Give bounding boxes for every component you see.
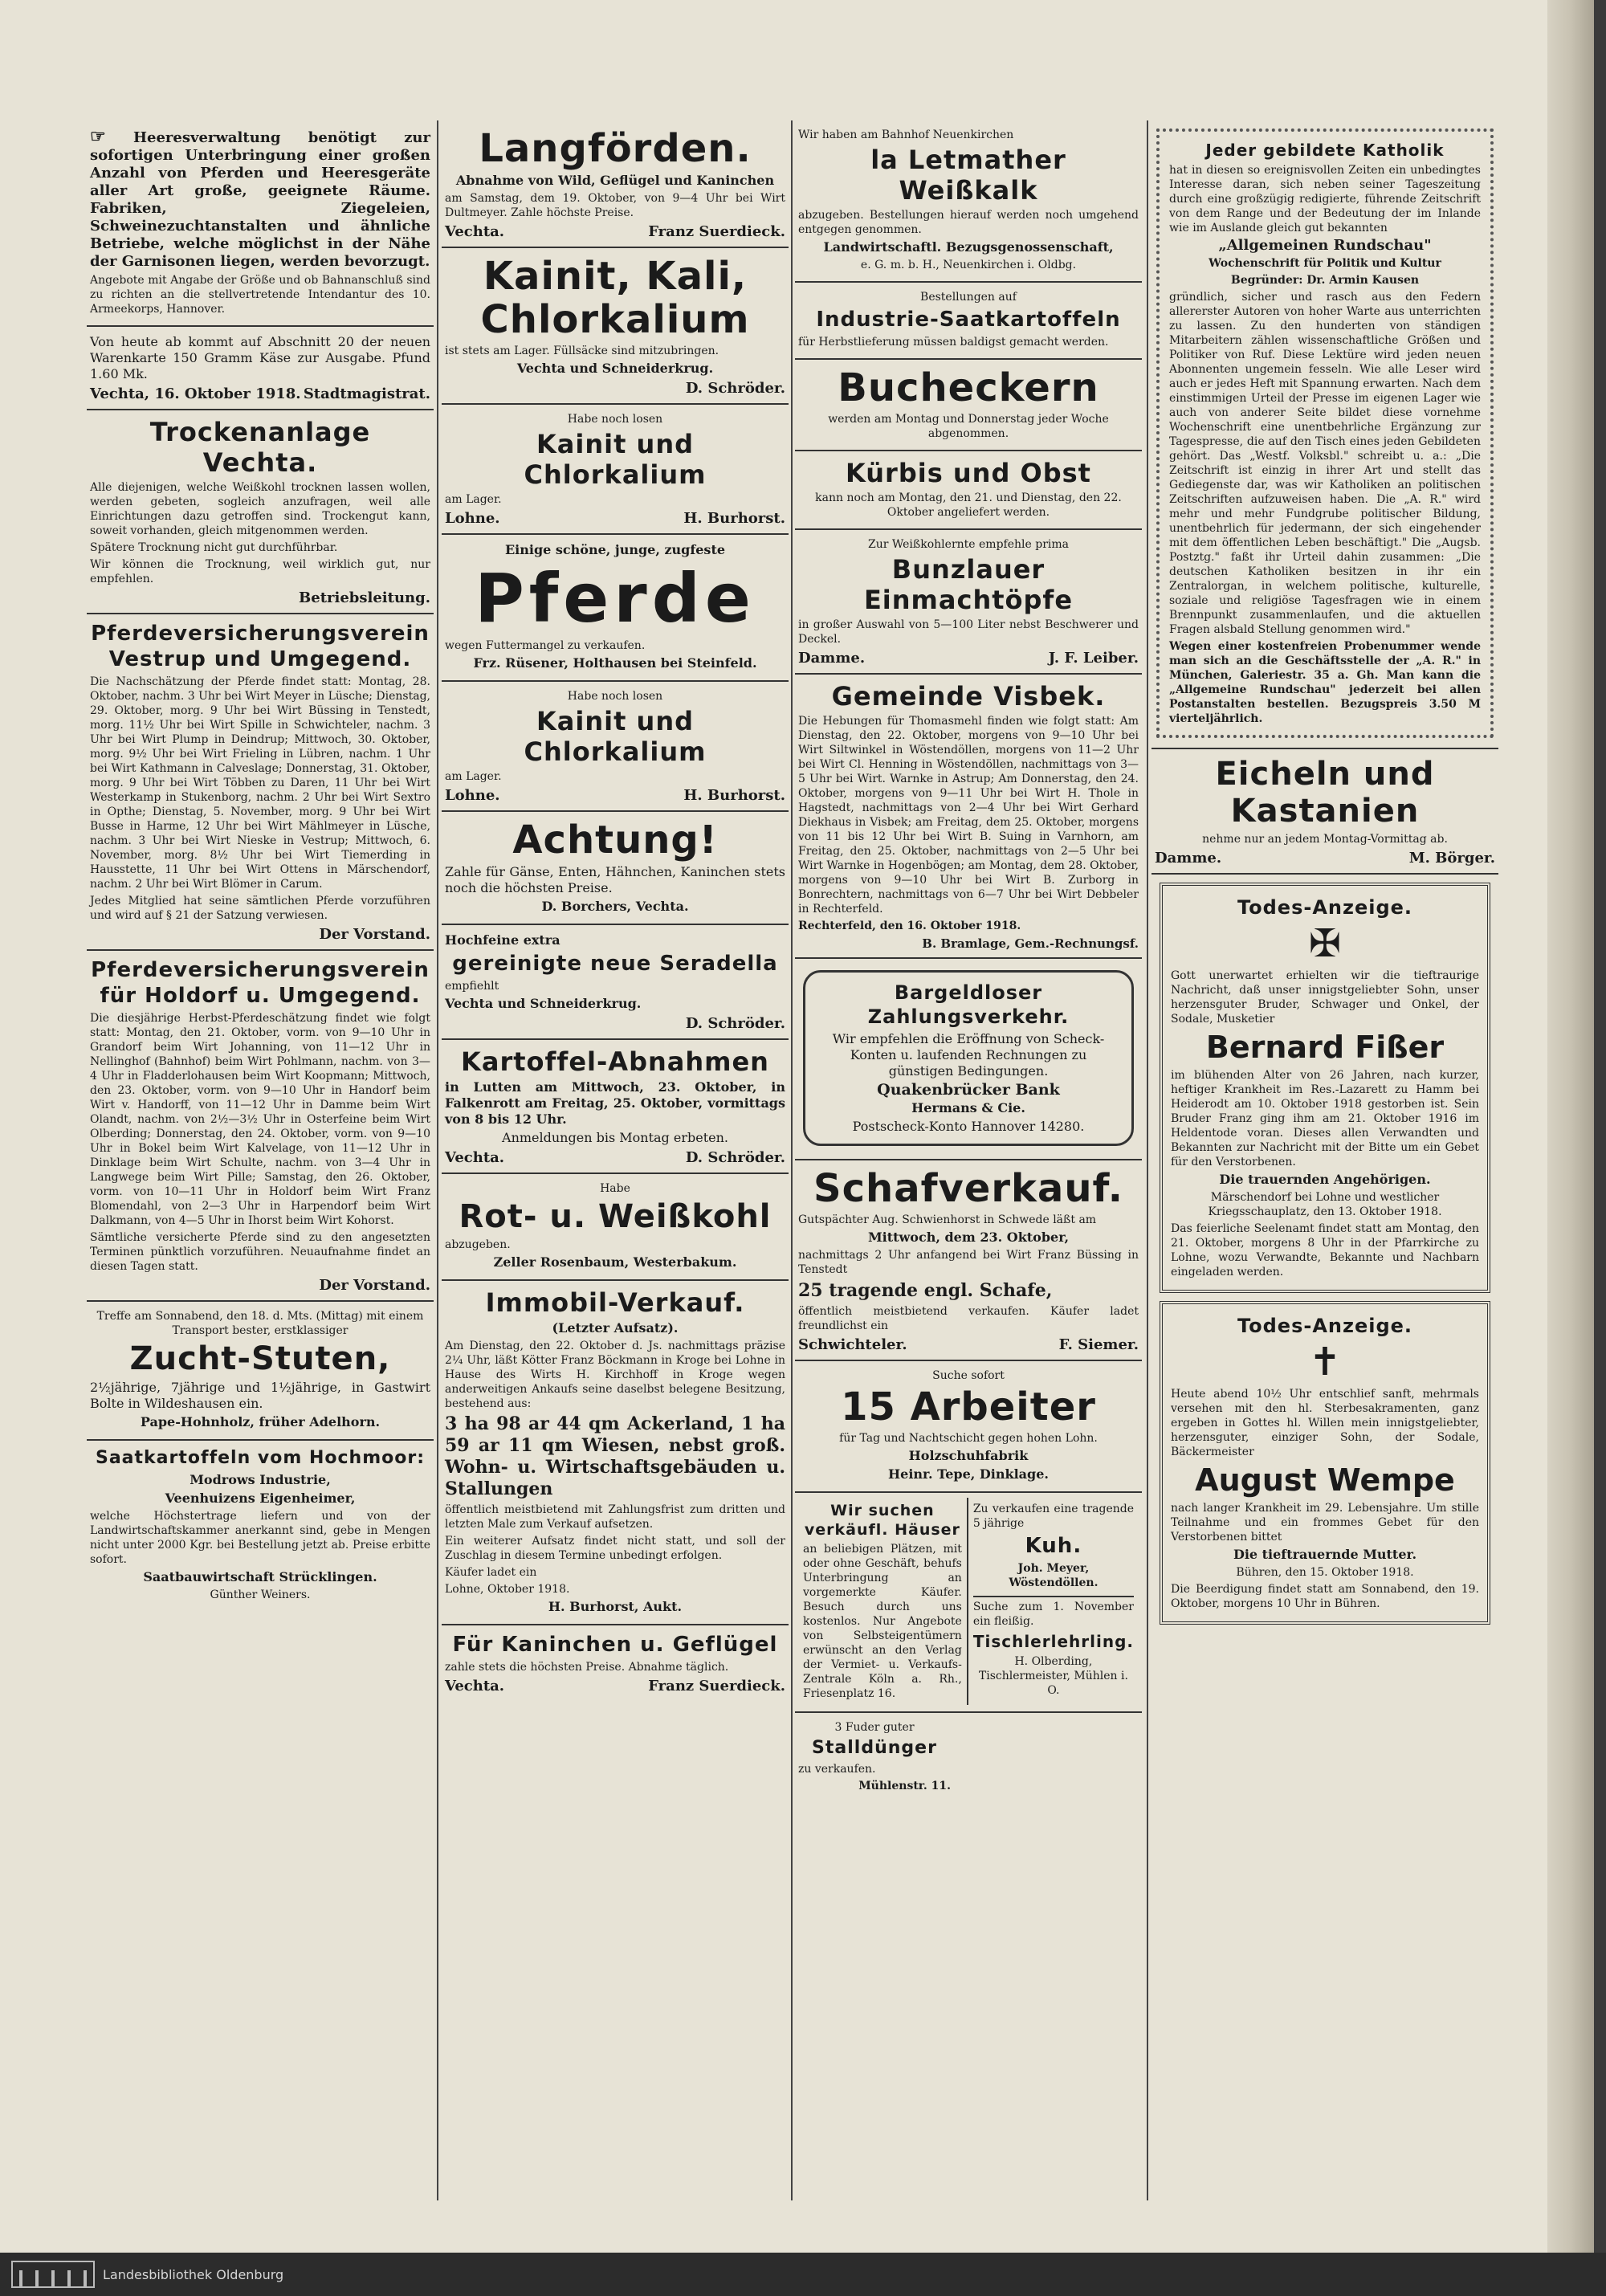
ad-signature: Der Vorstand. xyxy=(319,926,430,943)
ad-text: Wegen einer kostenfreien Probenummer wende man sich an die Geschäftsstelle der „A. R." in München, Galeriestr. 35 a. Gh. Man kann die „Allgemeine Rundschau" jederzeit bei allen Postanstalten bestellen. Bezugspreis 3.50 M vierteljährlich. xyxy=(1169,640,1481,725)
ad-pferde xyxy=(442,535,789,682)
ad-signature: Betriebsleitung. xyxy=(299,589,430,606)
ad-row-small xyxy=(795,1493,1142,1713)
ad-signature: Der Vorstand. xyxy=(319,1277,430,1294)
ad-eicheln-kastanien xyxy=(1152,749,1498,875)
column-rule xyxy=(1147,120,1148,2200)
ad-place: Vechta. xyxy=(445,1678,505,1694)
ad-text: für Herbstlieferung müssen baldigst gemacht werden. xyxy=(798,336,1109,349)
ad-text: gründlich, sicher und rasch aus den Federn allererster Autoren von hoher Warte aus unterrichten zu lassen. Zu den hunderten von ständigen Mitarbeitern zählen wissenschaftliche Größen und Politiker von Ruf. Diese Lektüre wird jeden neuen Abonnenten ungemein fesseln. Wie alle Leser wird auch er jedes Heft mit Spannung erwarten. Nach dem einstimmigen Urteil der Presse im eigenen Lager wie auch von anderer Seite bildet diese vornehme Wochenschrift eine unentbehrliche Ergänzung zur Tagespresse, die auf den Tisch eines jeden Gebildeten gehört. Das „Westf. Volksbl." schreibt u. a.: „Die Zeitschrift ist einzig in ihrer Art und stellt das Gediegenste dar, was wir Katholiken an politischen Zeitschriften aufzuweisen haben. Die „A. R." wird mehr und mehr Fundgrube politischer Bildung, unentbehrlich für jedermann, der sich eingehender mit dem öffentlichen Leben beschäftigt." Die „Augsb. Postztg." faßt ihr Urteil dahin zusammen: „Die deutschen Katholiken besitzen in ihr ein Zentralorgan, in welchem politische, kulturelle, soziale und religiöse Tagesfragen wie in einem Brennpunkt zusammenlaufen, und die aktuellen Fragen alsbald Stellung genommen wird." xyxy=(1169,291,1481,636)
ad-date: Mittwoch, dem 23. Oktober, xyxy=(867,1230,1070,1245)
ad-family: Die tieftrauernde Mutter. xyxy=(1233,1547,1417,1562)
ad-text: Die Beerdigung findet statt am Sonnabend, den 19. Oktober, morgens 10 Uhr in Bühren. xyxy=(1171,1583,1479,1610)
death-notice-fisser xyxy=(1160,883,1490,1293)
postscheck-account: Postscheck-Konto Hannover 14280. xyxy=(852,1119,1085,1134)
ad-kuerbis-obst xyxy=(795,451,1142,530)
ad-signature: H. Olberding, Tischlermeister, Mühlen i. O. xyxy=(978,1655,1128,1697)
ad-einmachtoepfe xyxy=(795,530,1142,675)
magazine-name: „Allgemeinen Rundschau" xyxy=(1218,237,1432,254)
ad-kaese xyxy=(87,327,434,410)
ad-title: Gemeinde Visbek. xyxy=(831,681,1106,712)
ad-text: ist stets am Lager. Füllsäcke sind mitzubringen. xyxy=(445,345,719,357)
ad-title: Bunzlauer Einmachtöpfe xyxy=(863,554,1074,615)
ad-pferdeversicherung-vestrup xyxy=(87,614,434,951)
death-notice-wempe xyxy=(1160,1301,1490,1625)
ad-signature-2: Günther Weiners. xyxy=(210,1588,311,1601)
ad-text: im blühenden Alter von 26 Jahren, nach kurzer, heftiger Krankheit im Res.-Lazarett zu Hamm bei Heiderodt am 10. Oktober 1918 gestorben ist. Sein Bruder Franz ging ihm am 21. Oktober 1916 im Heldentode voran. Dieses allen Verwandten und Bekannten zur Nachricht mit der Bitte um ein Gebet für den Verstorbenen. xyxy=(1171,1069,1479,1168)
column-4 xyxy=(1152,120,1498,2200)
ad-place: Lohne, Oktober 1918. xyxy=(445,1583,570,1596)
ad-kainit-chlorkalium-2 xyxy=(442,682,789,812)
ad-title: Kainit und Chlorkalium xyxy=(524,706,707,767)
ad-signature: Pape-Hohnholz, früher Adelhorn. xyxy=(140,1414,381,1429)
ad-place: Vechta. xyxy=(445,1149,505,1166)
ad-gemeinde-visbek xyxy=(795,675,1142,959)
ad-title: Langförden. xyxy=(479,126,752,171)
ad-title: Schafverkauf. xyxy=(813,1166,1123,1211)
ad-sub: Landwirtschaftl. Bezugsgenossenschaft, xyxy=(823,239,1114,255)
ad-pre: Treffe am Sonnabend, den 18. d. Mts. (Mittag) mit einem Transport bester, erstklassiger xyxy=(96,1310,424,1337)
ad-sub: Veenhuizens Eigenheimer, xyxy=(165,1491,356,1506)
ad-title: gereinigte neue Seradella xyxy=(452,952,778,976)
magazine-founder: Begründer: Dr. Armin Kausen xyxy=(1230,274,1420,287)
ad-title: Jeder gebildete Katholik xyxy=(1205,141,1445,160)
ad-text: zu verkaufen. xyxy=(798,1763,876,1776)
ad-schafverkauf xyxy=(795,1160,1142,1361)
ad-text: öffentlich meistbietend verkaufen. Käufer ladet freundlichst ein xyxy=(798,1305,1139,1332)
ad-text: für Tag und Nachtschicht gegen hohen Lohn. xyxy=(839,1432,1098,1445)
column-2 xyxy=(442,120,789,2200)
ad-signature: D. Schröder. xyxy=(685,380,785,397)
ad-place: Rechterfeld, den 16. Oktober 1918. xyxy=(798,920,1021,932)
ad-signature: Frz. Rüsener, Holthausen bei Steinfeld. xyxy=(473,655,757,671)
ad-signature: J. F. Leiber. xyxy=(1048,650,1139,667)
ad-place: Märschendorf bei Lohne und westlicher Kriegsschauplatz, den 13. Oktober 1918. xyxy=(1208,1191,1442,1218)
ad-text: am Lager. xyxy=(445,770,502,783)
ad-kaninchen-gefluegel xyxy=(442,1625,789,1701)
ad-family: Die trauernden Angehörigen. xyxy=(1219,1172,1431,1187)
ad-title: Für Kaninchen u. Geflügel xyxy=(452,1633,778,1657)
column-3 xyxy=(795,120,1142,2200)
ad-title: Bucheckern xyxy=(838,365,1099,410)
ad-signature: Zeller Rosenbaum, Westerbakum. xyxy=(493,1254,737,1270)
ad-text: Das feierliche Seelenamt findet statt am Montag, den 21. Oktober, morgens 8 Uhr in der Pfarrkirche zu Lohne, wozu Verwandte, Bekannte und Nachbarn eingeladen werden. xyxy=(1171,1222,1479,1279)
pointing-hand-icon: ☞ xyxy=(90,126,106,147)
ad-title: Kürbis und Obst xyxy=(846,458,1091,488)
column-1 xyxy=(87,120,434,2200)
column-rule xyxy=(791,120,793,2200)
deceased-name: Bernard Fißer xyxy=(1205,1030,1445,1065)
ad-text: Die Hebungen für Thomasmehl finden wie folgt statt: Am Dienstag, den 22. Oktober, morgens von 9—10 Uhr bei Wirt Siltwinkel in Wöstendöllen, morgens von 11—2 Uhr bei Wirt Cl. Henning in Wöstendöllen, nachmittags von 3—5 Uhr bei Wirt. Warnke in Astrup; Am Donnerstag, den 24. Oktober, morgens von 9—11 Uhr bei Wirt H. Thole in Hagstedt, nachmittags von 2—4 Uhr bei Wirt Gerhard Diekhaus in Visbek; am Freitag, dem 25. Oktober, morgens von 11 bis 12 Uhr bei Wirt B. Suing in Varnhorn, am Freitag, den 25. Oktober, nachmittags von 2—5 Uhr bei Wirt Warnke in Hogenbögen; am Montag, dem 28. Oktober, morgens von 9—10 Uhr bei Wirt B. Zurborg in Bonrechtern, nachmittags von 6—7 Uhr bei Wirt Debbeler in Rechterfeld. xyxy=(798,715,1139,916)
ad-title: Trockenanlage Vechta. xyxy=(149,417,371,478)
ad-saatkartoffeln xyxy=(87,1441,434,1611)
ad-text: Gott unerwartet erhielten wir die tieftraurige Nachricht, daß unser innigstgeliebter Sohn, unser herzensguter Bruder, Schwager und Onkel, der Sodale, Musketier xyxy=(1171,969,1479,1026)
ad-achtung xyxy=(442,812,789,925)
ad-sub: Holzschuhfabrik xyxy=(908,1448,1029,1463)
ad-title: Pferdeversicherungsverein Vestrup und Umgegend. xyxy=(91,622,430,671)
ad-text: werden am Montag und Donnerstag jeder Woche abgenommen. xyxy=(828,413,1109,440)
ad-title: la Letmather Weißkalk xyxy=(870,145,1066,206)
ad-text: Von heute ab kommt auf Abschnitt 20 der neuen Warenkarte 150 Gramm Käse zur Ausgabe. Pfund 1.60 Mk. xyxy=(90,334,430,381)
ad-text: Gutspächter Aug. Schwienhorst in Schwede läßt am xyxy=(798,1213,1097,1226)
ad-sub: Abnahme von Wild, Geflügel und Kaninchen xyxy=(455,173,775,188)
ad-signature: Franz Suerdieck. xyxy=(648,1678,785,1694)
ad-title: Bargeldloser Zahlungsverkehr. xyxy=(867,981,1070,1028)
ad-langfoerden xyxy=(442,120,789,248)
ad-signature: F. Siemer. xyxy=(1058,1336,1139,1353)
ad-sub: Modrows Industrie, xyxy=(190,1472,331,1487)
ad-text: Spätere Trocknung nicht gut durchführbar. xyxy=(90,541,338,554)
ad-sub: (Letzter Aufsatz). xyxy=(552,1320,679,1336)
ad-pre: Zur Weißkohlernte empfehle prima xyxy=(868,538,1069,551)
ad-text: abzugeben. xyxy=(445,1238,511,1251)
ad-title: Immobil-Verkauf. xyxy=(485,1287,745,1318)
ad-text: Wir können die Trocknung, weil wirklich gut, nur empfehlen. xyxy=(90,558,430,585)
ad-place: Schwichteler. xyxy=(798,1336,907,1353)
ad-title: Stalldünger xyxy=(812,1738,937,1758)
bank-name-2: Hermans & Cie. xyxy=(911,1100,1025,1115)
ad-haeuser xyxy=(798,1498,967,1705)
ad-text: an beliebigen Plätzen, mit oder ohne Geschäft, behufs Unterbringung an vorgemerkte Käufer. Besuch durch uns kostenlos. Nur Angebote von Selbsteigentümern erwünscht an den Verlag der Vermiet- u. Verkaufs-Zentrale Köln a. Rh., Friesenplatz 16. xyxy=(803,1543,962,1700)
ad-text: Wir empfehlen die Eröffnung von Scheck-Konten u. laufenden Rechnungen zu günstigen Bedingungen. xyxy=(832,1031,1105,1079)
ad-text: öffentlich meistbietend mit Zahlungsfrist zum dritten und letzten Male zum Verkauf aufsetzen. xyxy=(445,1503,785,1531)
ad-text: Heute abend 10½ Uhr entschlief sanft, mehrmals versehen mit den hl. Sterbesakramenten, ganz ergeben in Gottes hl. Willen mein innigstgeliebter, herzensguter, einziger Sohn, der Sodale, Bäckermeister xyxy=(1171,1388,1479,1458)
iron-cross-icon: ✠ xyxy=(1308,921,1342,966)
ad-text: Sämtliche versicherte Pferde sind zu den angesetzten Terminen pünktlich vorzuführen. Neuaufnahme findet an diesen Tagen statt. xyxy=(90,1231,430,1273)
ad-text: Zahle für Gänse, Enten, Hähnchen, Kaninchen stets noch die höchsten Preise. xyxy=(445,864,785,895)
ad-text: nachmittags 2 Uhr anfangend bei Wirt Franz Büssing in Tenstedt xyxy=(798,1249,1139,1276)
ad-place: Damme. xyxy=(798,650,866,667)
ad-text: 2½jährige, 7jährige und 1½jährige, in Gastwirt Bolte in Wildeshausen ein. xyxy=(90,1380,430,1411)
ad-text: am Samstag, dem 19. Oktober, von 9—4 Uhr bei Wirt Dultmeyer. Zahle höchste Preise. xyxy=(445,192,785,219)
ad-title: Kainit und Chlorkalium xyxy=(524,429,707,490)
ad-place: Lohne. xyxy=(445,510,500,527)
ad-kainit-kali xyxy=(442,248,789,405)
ad-pre: Zu verkaufen eine tragende 5 jährige xyxy=(972,1503,1134,1530)
ad-text: Anmeldungen bis Montag erbeten. xyxy=(502,1130,728,1145)
ad-pre: Wir haben am Bahnhof Neuenkirchen xyxy=(798,128,1014,141)
deceased-name: August Wempe xyxy=(1195,1462,1455,1498)
ad-title: Eicheln und Kastanien xyxy=(1215,756,1435,830)
ad-text: Ein weiterer Aufsatz findet nicht statt, und soll der Zuschlag in diesem Termine unbedingt erfolgen. xyxy=(445,1535,785,1562)
ad-title: Zucht-Stuten, xyxy=(129,1340,391,1377)
ad-heeresverwaltung xyxy=(87,120,434,327)
ad-pre: Habe xyxy=(600,1182,630,1195)
ad-text: am Lager. xyxy=(445,493,502,506)
ad-text: kann noch am Montag, den 21. und Dienstag, den 22. Oktober angeliefert werden. xyxy=(815,491,1122,519)
ad-text: wegen Futtermangel zu verkaufen. xyxy=(445,639,646,652)
ad-title: Saatkartoffeln vom Hochmoor: xyxy=(95,1448,425,1468)
bank-name: Quakenbrücker Bank xyxy=(877,1081,1060,1099)
ad-signature: e. G. m. b. H., Neuenkirchen i. Oldbg. xyxy=(860,259,1077,271)
ornamental-frame xyxy=(1156,128,1494,738)
magazine-sub: Wochenschrift für Politik und Kultur xyxy=(1209,257,1441,270)
library-building-icon xyxy=(11,2261,95,2288)
ad-small-text: Angebote mit Angabe der Größe und ob Bahnanschluß sind zu richten an die stellvertretende Intendantur des 10. Armeekorps, Hannover. xyxy=(90,274,430,316)
ad-text: nehme nur an jedem Montag-Vormittag ab. xyxy=(1202,833,1448,846)
column-rule xyxy=(437,120,438,2200)
ad-text: Die Nachschätzung der Pferde findet statt: Montag, 28. Oktober, nachm. 3 Uhr bei Wirt Meyer in Lüsche; Dienstag, 29. Oktober, morg. 9 Uhr bei Wirt Büssing in Tenstedt, morg. 11½ Uhr bei Wirt Spille in Schwichteler, nachm. 3 Uhr bei Wirt Plump in Deindrup; Mittwoch, 30. Oktober, morg. 9½ Uhr bei Wirt Frieling in Lübren, nachm. 1 Uhr bei Wirt Kathmann in Calveslage; Donnerstag, 31. Oktober, morg. 9 Uhr bei Wirt Többen zu Daren, 11 Uhr bei Wirt Westerkamp in Stukenborg, nachm. 2 Uhr bei Wirt Sextro in Opthe; Dienstag, 5. November, morg. 9 Uhr bei Wirt Busse in Harme, 12 Uhr bei Wirt Mählmeyer in Lüsche, nachm. 3 Uhr bei Wirt Nieske in Vestrup; Mittwoch, 6. November, morg. 8½ Uhr bei Wirt Tiemerding in Hausstette, 11 Uhr bei Wirt Ottens in Märschendorf, nachm. 2 Uhr bei Wirt Blömer in Carum. xyxy=(90,675,430,891)
ad-text: nach langer Krankheit im 29. Lebensjahre. Um stille Teilnahme und ein frommes Gebet für den Verstorbenen bittet xyxy=(1171,1502,1479,1544)
ad-sub: Vechta und Schneiderkrug. xyxy=(445,996,642,1011)
ad-big-text: 3 ha 98 ar 44 qm Ackerland, 1 ha 59 ar 11 qm Wiesen, nebst groß. Wohn- u. Wirtschaftsgebäuden u. Stallungen xyxy=(445,1413,785,1499)
ad-sub: Vechta und Schneiderkrug. xyxy=(516,361,714,376)
ad-text: hat in diesen so ereignisvollen Zeiten ein unbedingtes Interesse daran, sich neben seiner Tageszeitung durch eine großzügig redigierte, führende Zeitschrift von dem Range und der Bedeutung der im Inlande wie im Auslande gleich gut bekannten xyxy=(1169,164,1481,234)
ad-seradella xyxy=(442,925,789,1040)
ad-signature: Stadtmagistrat. xyxy=(303,385,430,402)
ad-kuh xyxy=(973,1502,1134,1597)
ad-zucht-stuten xyxy=(87,1302,434,1441)
library-footer xyxy=(0,2253,1606,2296)
ad-title: Pferdeversicherungsverein für Holdorf u. Umgegend. xyxy=(91,958,430,1008)
ad-title: Achtung! xyxy=(512,818,718,863)
ad-signature: B. Bramlage, Gem.-Rechnungsf. xyxy=(922,936,1139,951)
ad-signature: D. Schröder. xyxy=(685,1149,785,1166)
ad-place: Bühren, den 15. Oktober 1918. xyxy=(1236,1566,1414,1579)
ad-big-text: 25 tragende engl. Schafe, xyxy=(798,1280,1053,1301)
ad-pre: 3 Fuder guter xyxy=(834,1721,915,1734)
ad-signature: H. Burhorst. xyxy=(683,787,785,804)
ad-weisskalk xyxy=(795,120,1142,283)
ad-text: Die diesjährige Herbst-Pferdeschätzung findet wie folgt statt: Montag, den 21. Oktober, vorm. von 9—10 Uhr in Grandorf beim Wirt Johanning, von 11—12 Uhr in Nellinghof (Bahnhof) beim Wirt Pohlmann, nachm. von 3—4 Uhr in Fladderlohausen beim Wirt Koopmann; Mittwoch, den 23. Oktober, vorm. von 9—10 Uhr in Handorf beim Wirt v. Handorff, von 11—12 Uhr in Damme beim Wirt Olandt, nachm. von 2½—3½ Uhr in Osterfeine beim Wirt Olberding; Donnerstag, den 24. Oktober, vorm. von 9—10 Uhr in Bokel beim Wirt Kalvelage, von 11—12 Uhr in Dinklage beim Wirt Schulte, nachm. von 3—4 Uhr in Langwege beim Wirt Pille; Samstag, den 26. Oktober, vorm. von 10—11 Uhr in Holdorf beim Wirt Franz Blomendahl, von 2—3 Uhr in Harpendorf beim Wirt Dalkmann, von 4—5 Uhr in Ihorst beim Wirt Kohorst. xyxy=(90,1012,430,1227)
ad-kartoffel-abnahmen xyxy=(442,1040,789,1174)
ad-pre: Habe noch losen xyxy=(567,690,663,703)
ad-text: welche Höchstertrage liefern und von der Landwirtschaftskammer anerkannt sind, gebe in Mengen nicht unter 2000 Kgr. bei Bestellung jetzt ab. Preise erbitte sofort. xyxy=(90,1510,430,1566)
ad-pre: Einige schöne, junge, zugfeste xyxy=(504,542,726,557)
ad-title: 15 Arbeiter xyxy=(841,1385,1096,1429)
ad-kainit-chlorkalium-1 xyxy=(442,405,789,535)
ad-signature: H. Burhorst, Aukt. xyxy=(548,1599,683,1614)
ad-title: Wir suchen verkäufl. Häuser xyxy=(804,1502,960,1539)
ad-rot-weisskohl xyxy=(442,1174,789,1281)
ad-title: Industrie-Saatkartoffeln xyxy=(816,308,1121,332)
ad-text: Am Dienstag, den 22. Oktober d. Js. nachmittags präzise 2¼ Uhr, läßt Kötter Franz Böckmann in Kroge bei Lohne in Hause des Wirts H. Kirchhoff in Kroge wegen anderweitigen Ankaufs seine daselbst belegene Besitzung, bestehend aus: xyxy=(445,1340,785,1410)
ad-place: Damme. xyxy=(1155,850,1222,867)
ad-signature: Joh. Meyer, Wöstendöllen. xyxy=(1009,1562,1099,1589)
ad-title: Pferde xyxy=(475,559,756,638)
ad-text: Jedes Mitglied hat seine sämtlichen Pferde vorzuführen und wird auf § 21 der Satzung verwiesen. xyxy=(90,895,430,922)
ad-text: Käufer ladet ein xyxy=(445,1566,537,1579)
ad-pre: Bestellungen auf xyxy=(920,291,1017,304)
cross-icon: ✝ xyxy=(1308,1340,1342,1385)
ad-signature: Franz Suerdieck. xyxy=(648,223,785,240)
ad-trockenanlage xyxy=(87,410,434,614)
ad-place: Vechta. xyxy=(445,223,505,240)
ad-arbeiter xyxy=(795,1361,1142,1493)
ad-text: Heeresverwaltung benötigt zur sofortigen Unterbringung einer großen Anzahl von Pferden und Heeresgeräte aller Art große, geeignete Räume. Fabriken, Ziegeleien, Schweinezuchtanstalten und ähnliche Betriebe, welche möglichst in der Nähe der Garnisonen liegen, werden bevorzugt. xyxy=(90,129,430,270)
library-name: Landesbibliothek Oldenburg xyxy=(103,2266,284,2282)
ad-title: Kainit, Kali, Chlorkalium xyxy=(480,254,750,342)
ad-title: Rot- u. Weißkohl xyxy=(459,1198,772,1235)
ad-text: empfiehlt xyxy=(445,980,499,993)
ad-signature: D. Borchers, Vechta. xyxy=(541,899,689,914)
ad-text: Alle diejenigen, welche Weißkohl trocknen lassen wollen, werden gebeten, sogleich anzufragen, weil alle Einrichtungen dazu getroffen sind. Trockengut kann, soweit vorhanden, gleich mitgenommen werden. xyxy=(90,481,430,537)
ad-signature: Mühlenstr. 11. xyxy=(858,1780,951,1792)
ad-stallduenger xyxy=(795,1713,954,1802)
ad-signature: M. Börger. xyxy=(1408,850,1495,867)
ad-text: in großer Auswahl von 5—100 Liter nebst Beschwerer und Deckel. xyxy=(798,618,1139,646)
ad-signature: D. Schröder. xyxy=(685,1015,785,1032)
ad-bucheckern xyxy=(795,360,1142,451)
ad-pre: Habe noch losen xyxy=(567,413,663,426)
ad-text: zahle stets die höchsten Preise. Abnahme täglich. xyxy=(445,1661,729,1674)
ad-signature: Saatbauwirtschaft Strücklingen. xyxy=(143,1569,377,1584)
ad-place: Lohne. xyxy=(445,787,500,804)
ad-text: in Lutten am Mittwoch, 23. Oktober, in Falkenrott am Freitag, 25. Oktober, vormittags von 8 bis 12 Uhr. xyxy=(445,1079,785,1127)
ad-signature: Heinr. Tepe, Dinklage. xyxy=(888,1466,1049,1482)
ad-pre: Suche zum 1. November ein fleißig. xyxy=(972,1601,1134,1628)
ad-signature: H. Burhorst. xyxy=(683,510,785,527)
ad-quakenbruecker-bank xyxy=(795,959,1142,1160)
bank-frame xyxy=(803,970,1134,1146)
ad-place: Vechta, 16. Oktober 1918. xyxy=(90,385,301,402)
ad-title: Kartoffel-Abnahmen xyxy=(461,1046,769,1077)
ad-pferdeversicherung-holdorf xyxy=(87,951,434,1302)
page-fold xyxy=(1547,0,1594,2253)
ad-text: abzugeben. Bestellungen hierauf werden noch umgehend entgegen genommen. xyxy=(798,209,1139,236)
ad-title: Todes-Anzeige. xyxy=(1237,1315,1413,1337)
ad-title: Kuh. xyxy=(1025,1534,1082,1558)
ad-immobil-verkauf xyxy=(442,1281,789,1625)
ad-title: Todes-Anzeige. xyxy=(1237,896,1413,919)
ad-allgemeine-rundschau xyxy=(1152,120,1498,749)
ad-col-right xyxy=(967,1498,1139,1705)
ad-industrie-saatkartoffeln xyxy=(795,283,1142,360)
ad-pre: Hochfeine extra xyxy=(445,932,560,948)
ad-title: Tischlerlehrling. xyxy=(972,1632,1134,1651)
ad-pre: Suche sofort xyxy=(932,1369,1005,1382)
ad-tischlerlehrling xyxy=(973,1600,1134,1698)
